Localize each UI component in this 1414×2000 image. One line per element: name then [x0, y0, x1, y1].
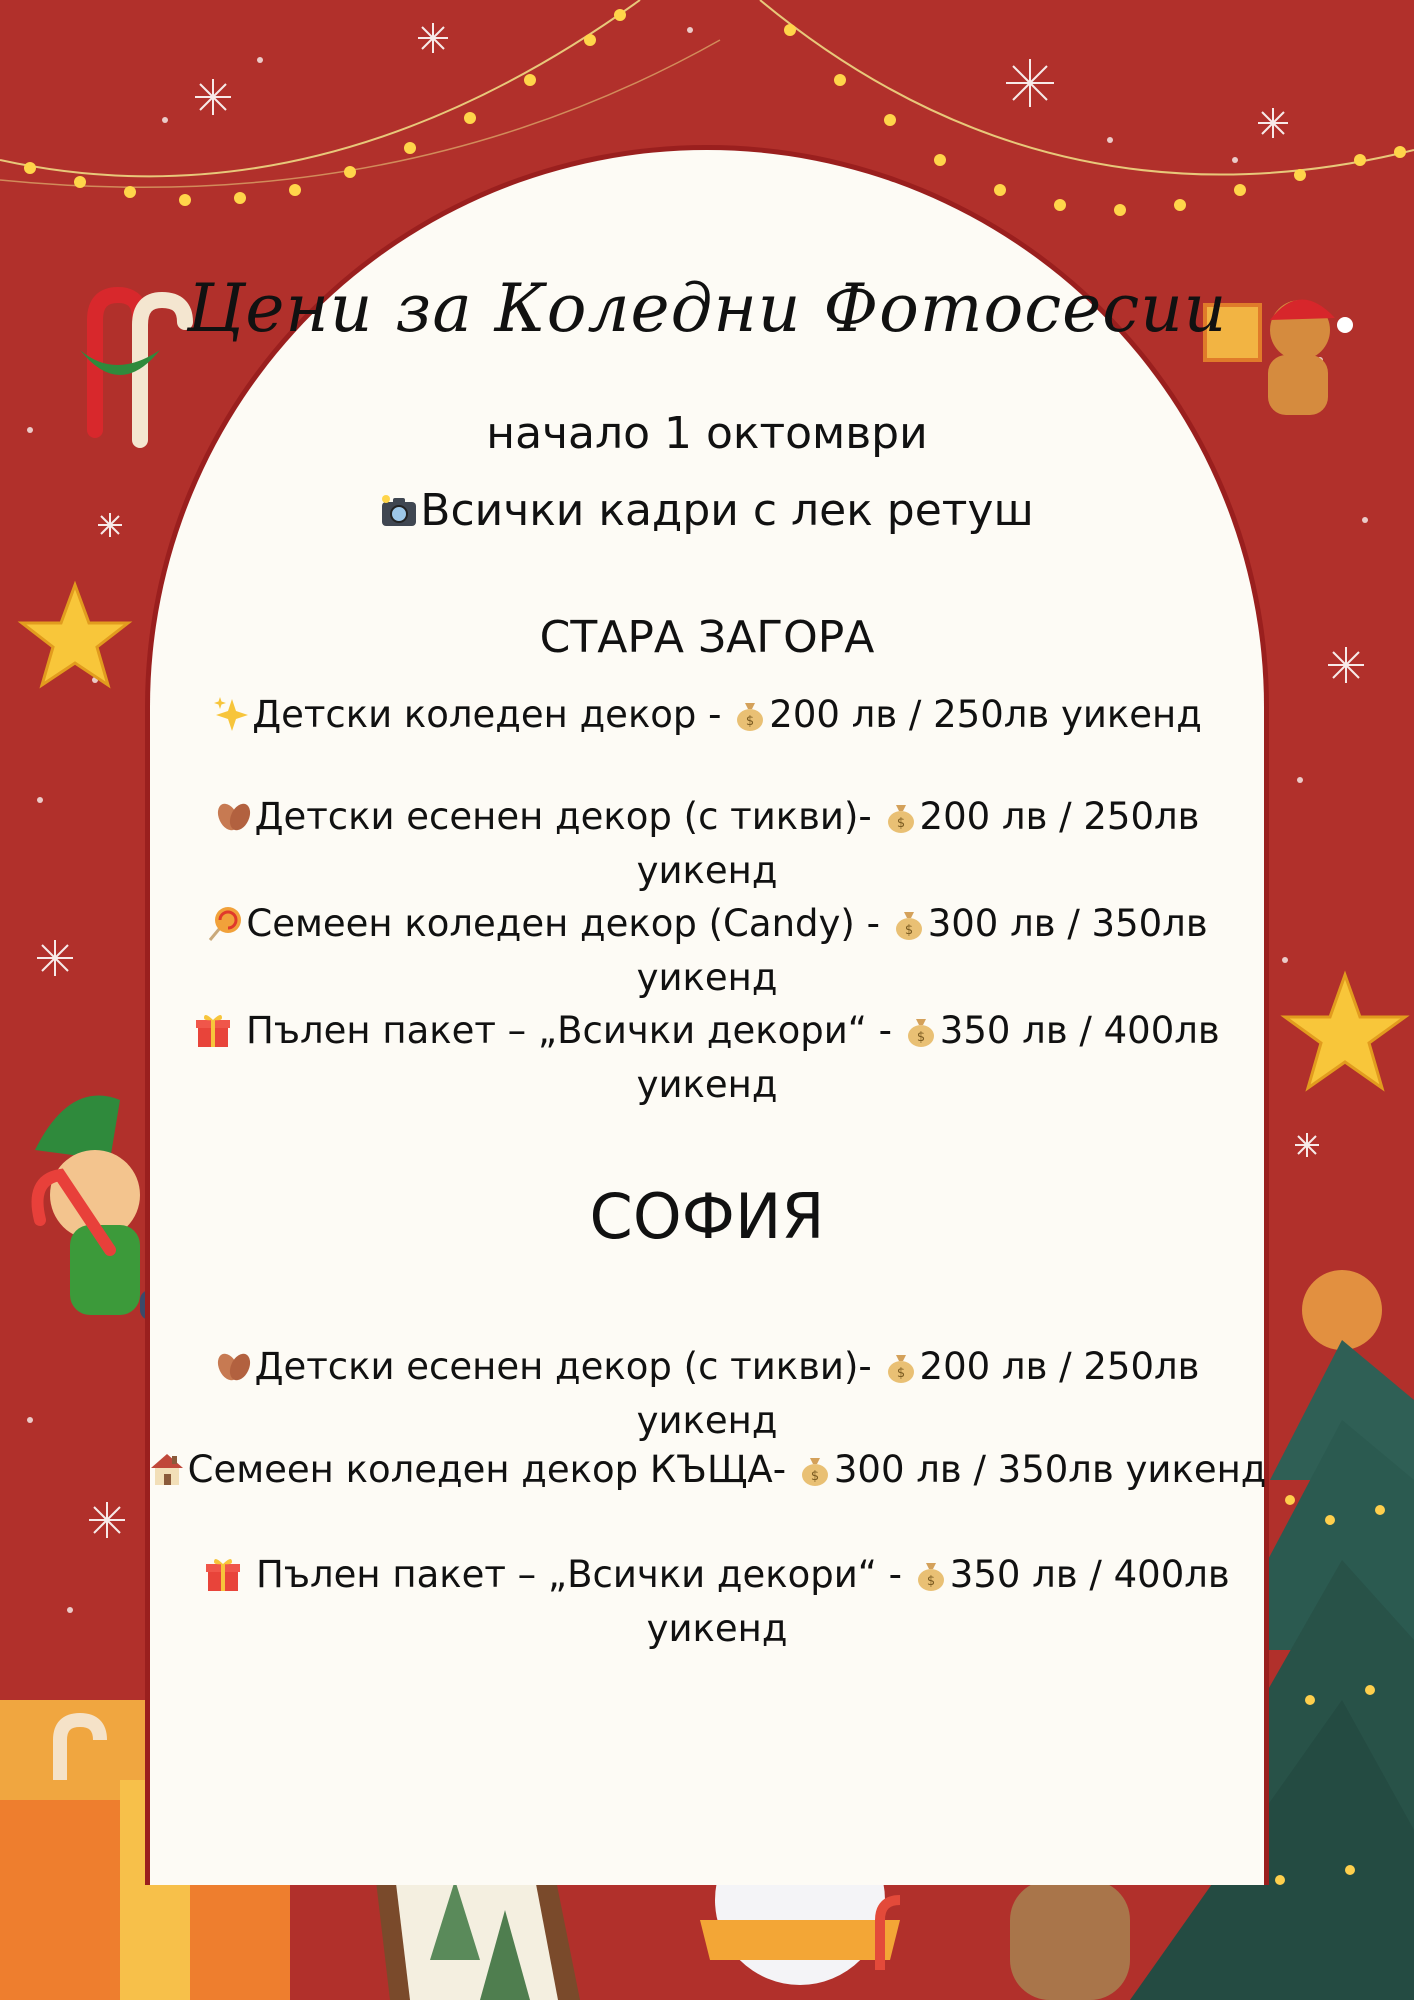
- money-bag-icon: [798, 1454, 832, 1488]
- leaves-icon: [215, 797, 253, 835]
- price-item: Детски коледен декор - $ 200 лв / 250лв уикенд: [165, 688, 1249, 742]
- retouch-note: [145, 485, 1269, 536]
- price-item: Пълен пакет – „Всички декори“ - $ 350 лв / 400лв уикенд: [165, 1004, 1249, 1112]
- money-bag-icon: [914, 1559, 948, 1593]
- gift-icon: [204, 1555, 242, 1593]
- leaves-icon: [215, 1347, 253, 1385]
- money-bag-icon: [904, 1015, 938, 1049]
- price-item: Семеен коледен декор (Candy) - $ 300 лв / 350лв уикенд: [165, 897, 1249, 1005]
- sparkles-icon: [212, 695, 250, 733]
- money-bag-icon: [733, 699, 767, 733]
- svg-text:$: $: [916, 1030, 925, 1045]
- price-item: Пълен пакет – „Всички декори“ - $ 350 лв / 400лв уикенд: [185, 1548, 1249, 1656]
- house-icon: [148, 1450, 186, 1488]
- price-list: [145, 0, 1269, 2000]
- svg-text:$: $: [746, 714, 755, 729]
- gift-icon: [194, 1011, 232, 1049]
- money-bag-icon: [892, 908, 926, 942]
- svg-text:$: $: [896, 1366, 905, 1381]
- price-item: Детски есенен декор (с тикви)- $ 200 лв / 250лв уикенд: [165, 790, 1249, 898]
- svg-text:$: $: [810, 1469, 819, 1484]
- money-bag-icon: [884, 1351, 918, 1385]
- price-item: Детски есенен декор (с тикви)- $ 200 лв / 250лв уикенд: [145, 1340, 1269, 1448]
- svg-text:$: $: [926, 1574, 935, 1589]
- page-title: Цени за Коледни Фотосесии: [186, 270, 1228, 347]
- price-item: Семеен коледен декор КЪЩА- $ 300 лв / 350лв уикенд: [145, 1443, 1269, 1497]
- city-stara-zagora: СТАРА ЗАГОРА: [539, 612, 875, 663]
- city-sofia: СОФИЯ: [589, 1180, 825, 1253]
- camera-icon: [380, 493, 418, 531]
- lollipop-icon: [206, 904, 244, 942]
- start-date: начало 1 октомври: [486, 408, 928, 459]
- svg-text:$: $: [896, 816, 905, 831]
- svg-text:$: $: [904, 923, 913, 938]
- money-bag-icon: [884, 801, 918, 835]
- retouch-text: Всички кадри с лек ретуш: [420, 485, 1034, 536]
